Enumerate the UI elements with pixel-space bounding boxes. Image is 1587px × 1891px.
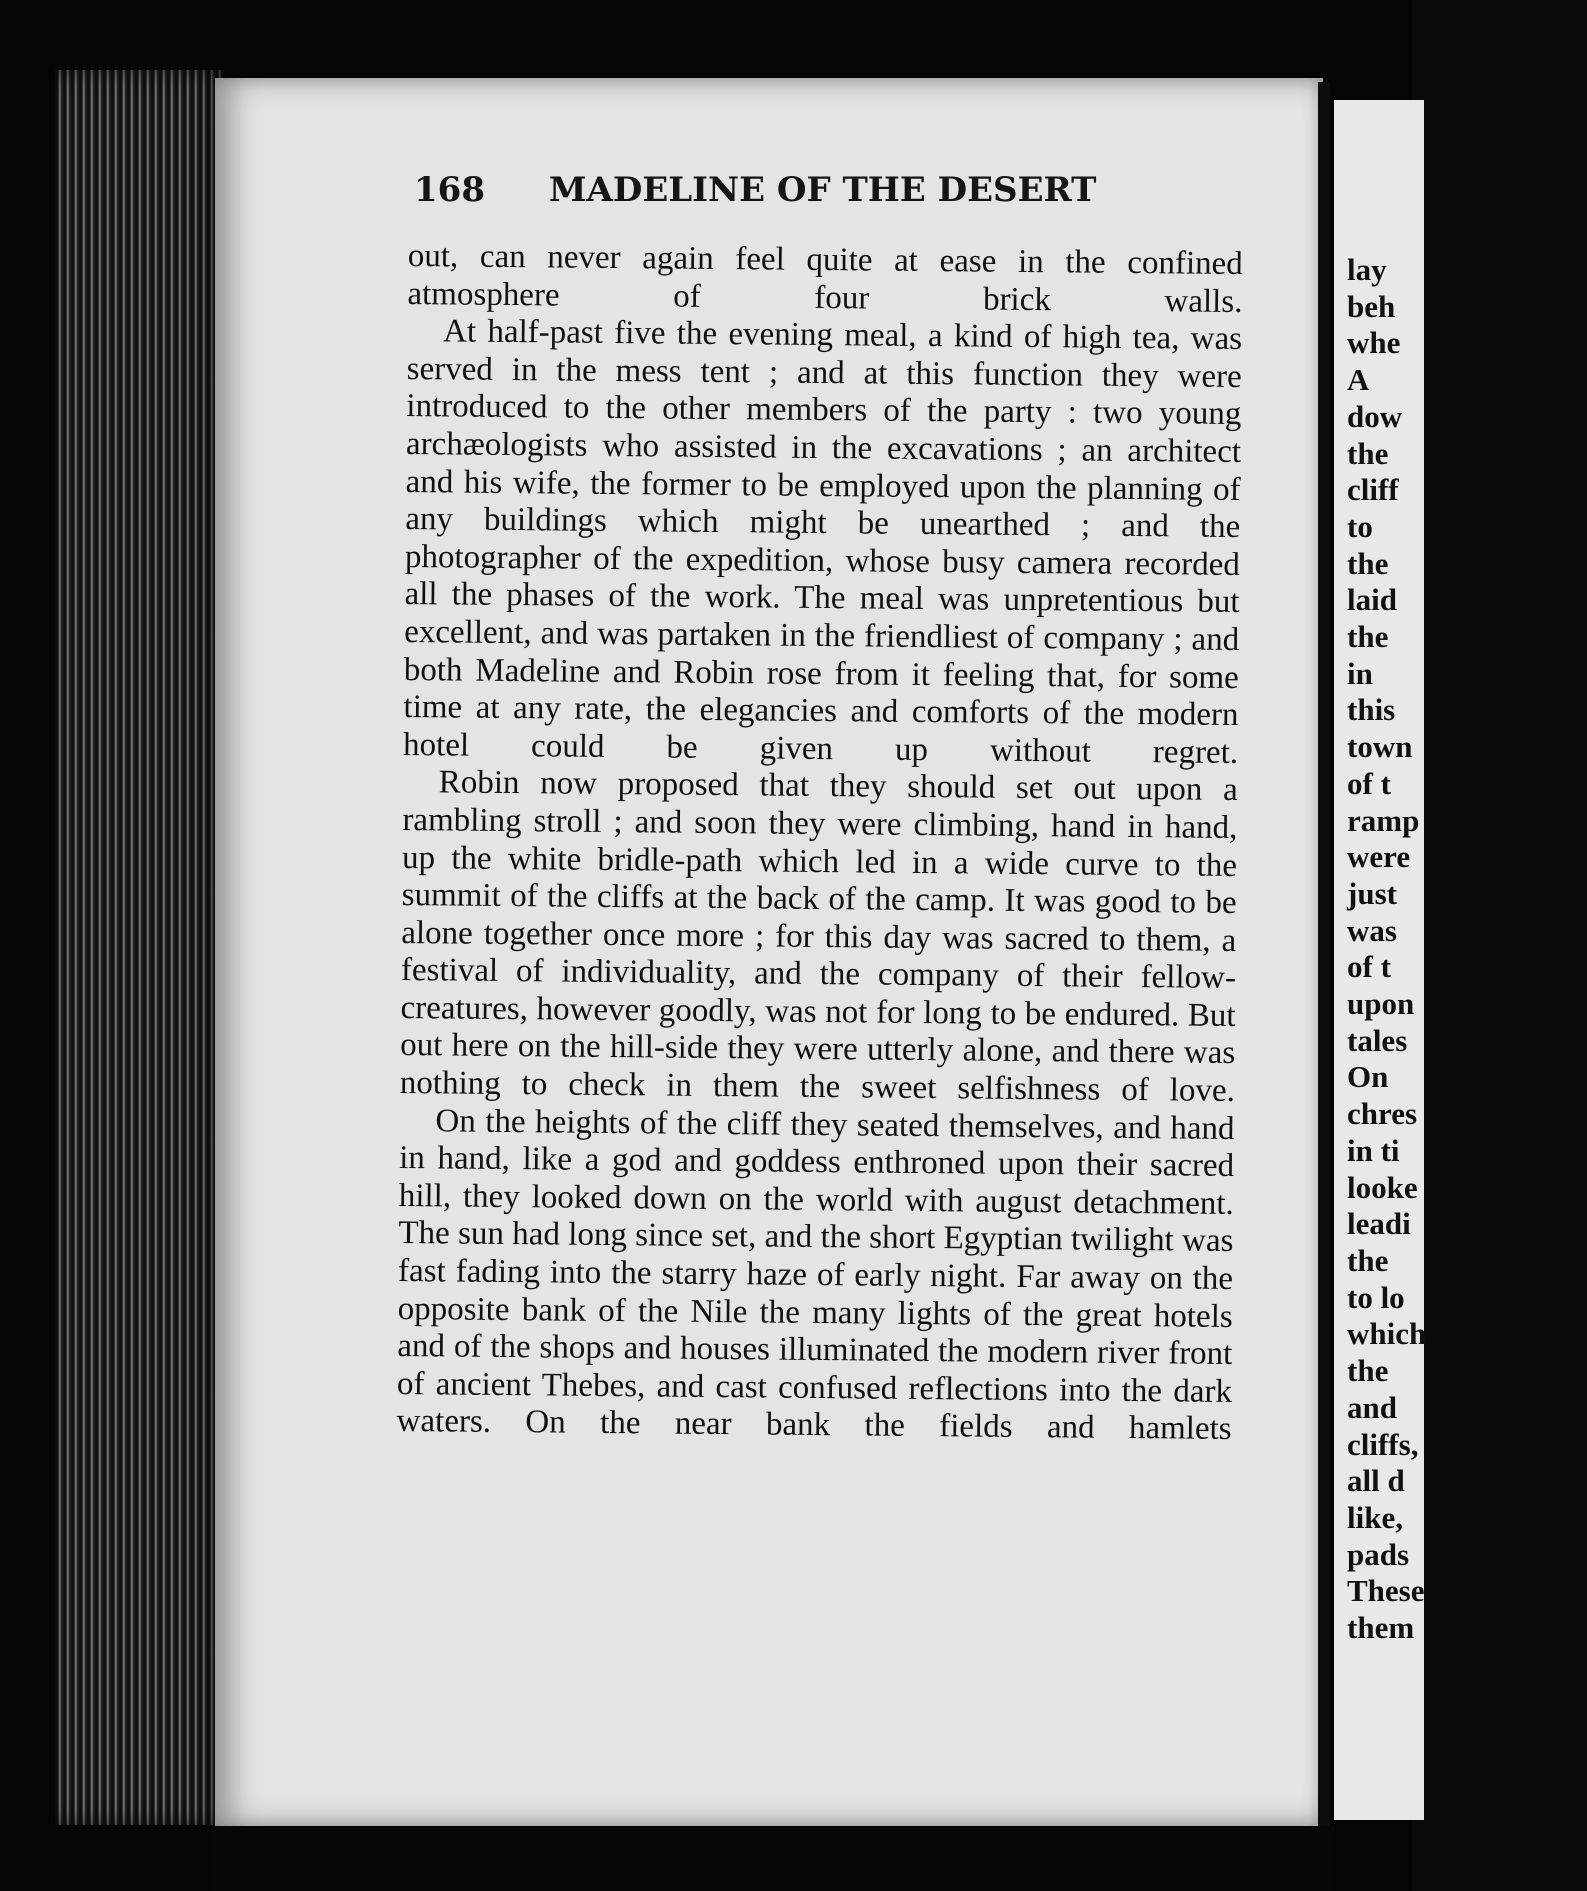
facing-line: upon xyxy=(1347,986,1415,1022)
paragraph-evening-meal: At half-past five the evening meal, a kind of high tea, was served in the mess tent ; and at this function they were introduced to the other members of the party : two young archæologists who assisted in the excavations ; an architect and his wife, the former to be employed upon the planning of any buildings which might be unearthed ; and the photographer of the expedition, whose busy camera recorded all the phases of the work. The meal was unpretentious but excellent, and was partaken in the friendliest of company ; and both Madeline and Robin rose from it feeling that, for some time at any rate, the elegancies and comforts of the modern hotel could be given up without regret. xyxy=(402,313,1243,771)
gutter-shadow xyxy=(1318,82,1330,1842)
facing-line: the xyxy=(1347,435,1389,471)
running-head xyxy=(414,170,1114,210)
facing-line: tales xyxy=(1347,1022,1408,1058)
facing-line: town xyxy=(1347,729,1413,765)
bottom-scan-shadow xyxy=(210,1826,1335,1891)
facing-line: just xyxy=(1347,875,1397,911)
facing-line: leadi xyxy=(1347,1206,1411,1242)
facing-line: this xyxy=(1347,692,1396,728)
facing-line: beh xyxy=(1347,288,1396,324)
facing-line: These xyxy=(1347,1573,1425,1609)
facing-line: the xyxy=(1347,545,1389,581)
facing-line: to xyxy=(1347,508,1373,544)
facing-line: chres xyxy=(1347,1096,1418,1132)
facing-line: looke xyxy=(1347,1169,1418,1205)
facing-line: cliff xyxy=(1347,472,1399,508)
facing-line: all d xyxy=(1347,1463,1405,1499)
facing-line: like, xyxy=(1347,1499,1403,1535)
paragraph-cliff-heights: On the heights of the cliff they seated themselves, and hand in hand, like a god and goddess enthroned upon their sacred hill, they looked down on the world with august detachment. The sun had long since set, and the short Egyptian twilight was fast fading into the starry haze of early night. Far away on the opposite bank of the Nile the many lights of the great hotels and of the shops and houses illuminated the modern river front of ancient Thebes, and cast confused reflections into the dark waters. On the near bank the fields and hamlets xyxy=(396,1102,1235,1448)
page-body-text xyxy=(396,238,1243,1449)
facing-line: On xyxy=(1347,1059,1389,1095)
facing-page-fragment xyxy=(1334,100,1427,1820)
facing-line: of t xyxy=(1347,949,1391,985)
facing-line: to lo xyxy=(1347,1279,1405,1315)
facing-line: and xyxy=(1347,1389,1397,1425)
facing-line: the xyxy=(1347,1242,1389,1278)
facing-line: in xyxy=(1347,655,1373,691)
facing-line: in ti xyxy=(1347,1132,1400,1168)
page-number: 168 xyxy=(414,170,485,210)
facing-line: laid xyxy=(1347,582,1397,618)
facing-line: ramp xyxy=(1347,802,1420,838)
paragraph-stroll: Robin now proposed that they should set out upon a rambling stroll ; and soon they were climbing, hand in hand, up the white bridle-path which led in a wide curve to the summit of the cliffs at the back of the camp. It was good to be alone together once more ; for this day was sacred to them, a festival of individuality, and the company of their fellow-creatures, however goodly, was not for long to be endured. But out here on the hill-side they were utterly alone, and there was nothing to check in them the sweet selfishness of love. xyxy=(399,764,1238,1110)
book-title: MADELINE OF THE DESERT xyxy=(548,170,1097,210)
facing-line: pads xyxy=(1347,1536,1410,1572)
facing-line: A xyxy=(1347,362,1370,398)
facing-line: dow xyxy=(1347,398,1403,434)
facing-line: lay xyxy=(1347,252,1387,287)
book-page-edges xyxy=(55,70,225,1825)
facing-line: was xyxy=(1347,912,1397,948)
facing-line: of t xyxy=(1347,765,1391,801)
paragraph-continued: out, can never again feel quite at ease in the confined atmosphere of four brick walls. xyxy=(407,238,1243,320)
facing-line: the xyxy=(1347,1353,1389,1389)
facing-line: were xyxy=(1347,839,1411,875)
facing-line: them xyxy=(1347,1610,1415,1646)
facing-line: which xyxy=(1347,1316,1427,1352)
facing-line: cliffs, xyxy=(1347,1426,1419,1462)
facing-line: the xyxy=(1347,619,1389,655)
facing-page-text xyxy=(1347,252,1587,1647)
facing-line: whe xyxy=(1347,325,1401,361)
